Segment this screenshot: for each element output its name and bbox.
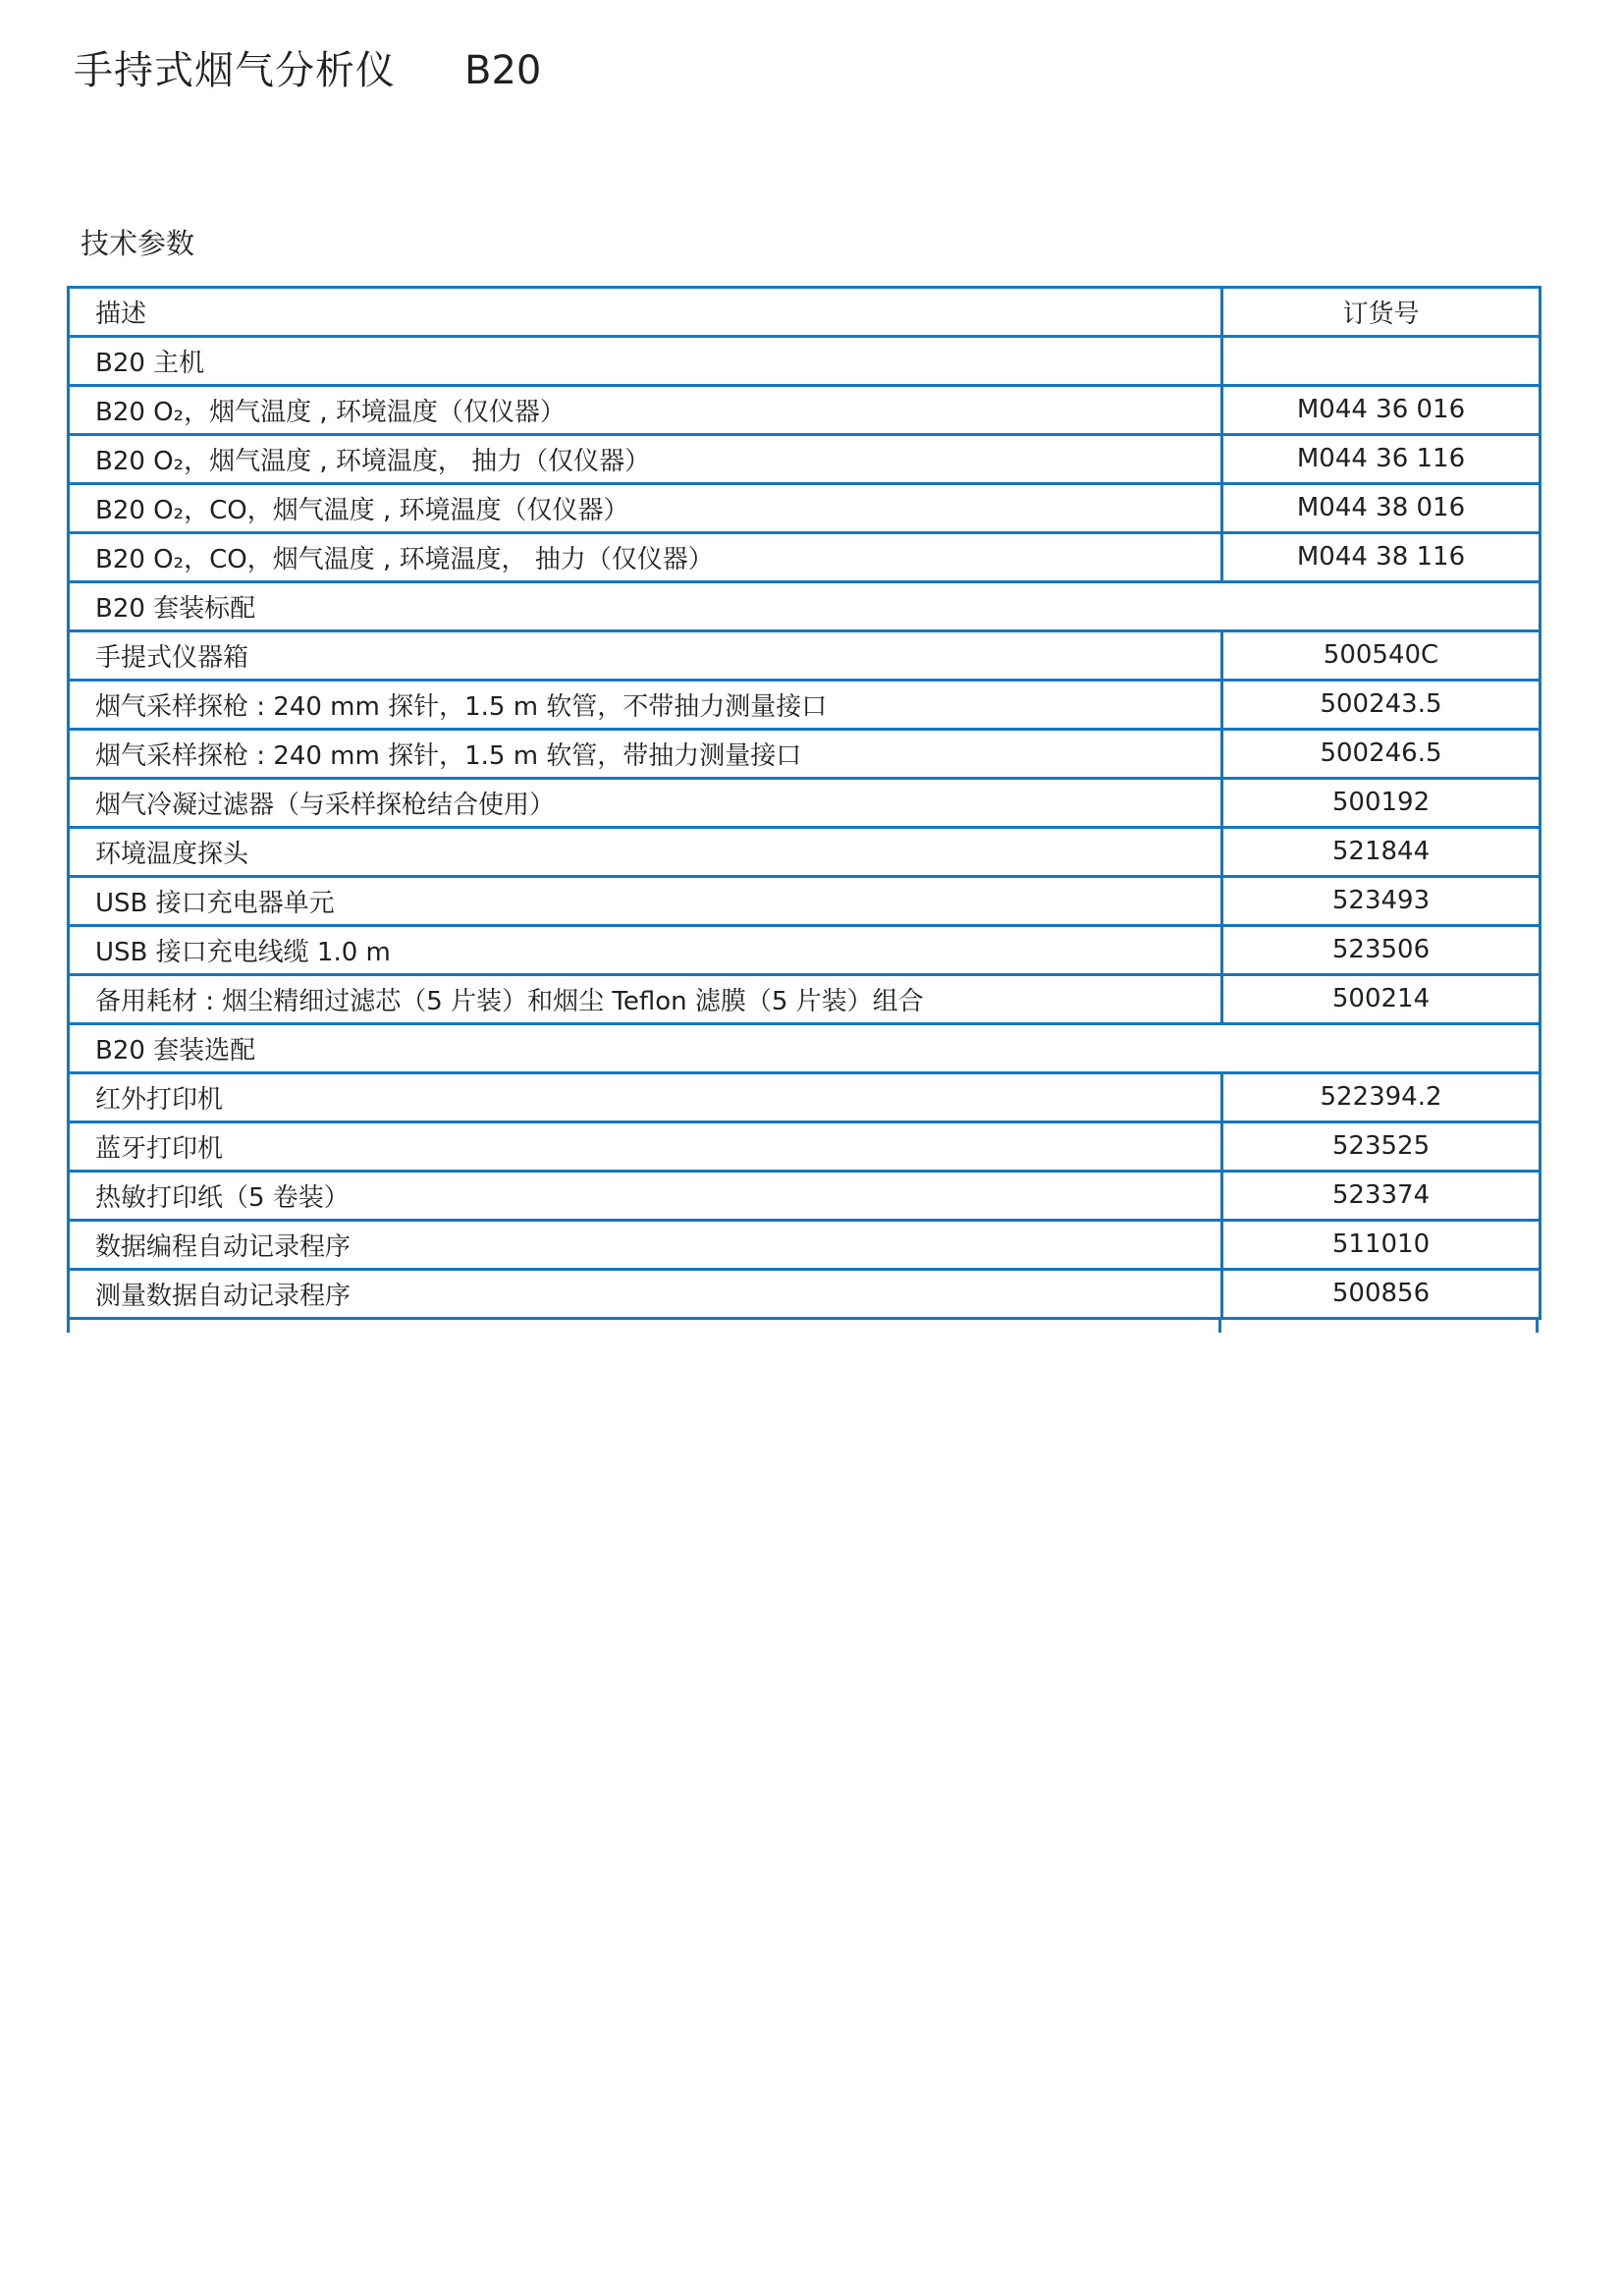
stub-right-border [1536,1320,1539,1333]
table-row [69,483,1541,532]
description-cell: 测量数据自动记录程序 [69,1269,1222,1318]
stub-left-border [67,1320,70,1333]
order-no-cell: 523374 [1222,1171,1541,1220]
page-title-text: 手持式烟气分析仪 [74,48,396,93]
table-row [69,778,1541,827]
table-cutoff-stub [67,1320,1539,1333]
table-row [69,532,1541,581]
order-no-cell: 500192 [1222,778,1541,827]
spec-table [67,286,1542,1320]
order-no-cell: 521844 [1222,827,1541,876]
table-row [69,434,1541,483]
page-title [74,47,1539,94]
description-cell: B20 O₂，烟气温度 , 环境温度， 抽力（仅仪器） [69,434,1222,483]
description-cell: USB 接口充电线缆 1.0 m [69,925,1222,974]
order-no-cell: 522394.2 [1222,1072,1541,1121]
section-heading: 技术参数 [81,227,195,260]
order-no-cell: 511010 [1222,1220,1541,1269]
table-header-row [69,287,1541,336]
table-row [69,925,1541,974]
description-cell: 烟气冷凝过滤器（与采样探枪结合使用） [69,778,1222,827]
col-header-order-no: 订货号 [1222,287,1541,336]
description-cell: 数据编程自动记录程序 [69,1220,1222,1269]
order-no-cell: M044 36 016 [1222,385,1541,434]
order-no-cell: 500856 [1222,1269,1541,1318]
table-row [69,1121,1541,1171]
section-row [69,1023,1541,1072]
order-no-cell: 500246.5 [1222,729,1541,778]
description-cell: 环境温度探头 [69,827,1222,876]
order-no-cell [1222,336,1541,385]
stub-column-divider [1218,1320,1221,1333]
table-row [69,729,1541,778]
description-cell: B20 主机 [69,336,1222,385]
page-title-model: B20 [464,48,542,93]
order-no-cell: M044 38 016 [1222,483,1541,532]
order-no-cell: 523506 [1222,925,1541,974]
section-cell: B20 套装标配 [69,581,1541,630]
col-header-description: 描述 [69,287,1222,336]
section-cell: B20 套装选配 [69,1023,1541,1072]
section-row [69,581,1541,630]
table-row [69,1171,1541,1220]
description-cell: 烟气采样探枪 : 240 mm 探针，1.5 m 软管，不带抽力测量接口 [69,680,1222,729]
table-row [69,1269,1541,1318]
table-row [69,1072,1541,1121]
order-no-cell: 500243.5 [1222,680,1541,729]
description-cell: 红外打印机 [69,1072,1222,1121]
order-no-cell: 500540C [1222,630,1541,680]
description-cell: 烟气采样探枪 : 240 mm 探针，1.5 m 软管，带抽力测量接口 [69,729,1222,778]
description-cell: USB 接口充电器单元 [69,876,1222,925]
order-no-cell: 500214 [1222,974,1541,1023]
description-cell: 热敏打印纸（5 卷装） [69,1171,1222,1220]
table-row [69,974,1541,1023]
order-no-cell: 523493 [1222,876,1541,925]
table-row [69,630,1541,680]
table-row [69,680,1541,729]
table-row [69,1220,1541,1269]
order-no-cell: 523525 [1222,1121,1541,1171]
description-cell: B20 O₂，CO，烟气温度 , 环境温度， 抽力（仅仪器） [69,532,1222,581]
table-row [69,385,1541,434]
order-no-cell: M044 38 116 [1222,532,1541,581]
description-cell: 手提式仪器箱 [69,630,1222,680]
description-cell: 蓝牙打印机 [69,1121,1222,1171]
description-cell: B20 O₂，CO，烟气温度 , 环境温度（仅仪器） [69,483,1222,532]
table-row [69,876,1541,925]
description-cell: B20 O₂，烟气温度 , 环境温度（仅仪器） [69,385,1222,434]
order-no-cell: M044 36 116 [1222,434,1541,483]
table-row [69,827,1541,876]
description-cell: 备用耗材 : 烟尘精细过滤芯（5 片装）和烟尘 Teflon 滤膜（5 片装）组合 [69,974,1222,1023]
table-row [69,336,1541,385]
